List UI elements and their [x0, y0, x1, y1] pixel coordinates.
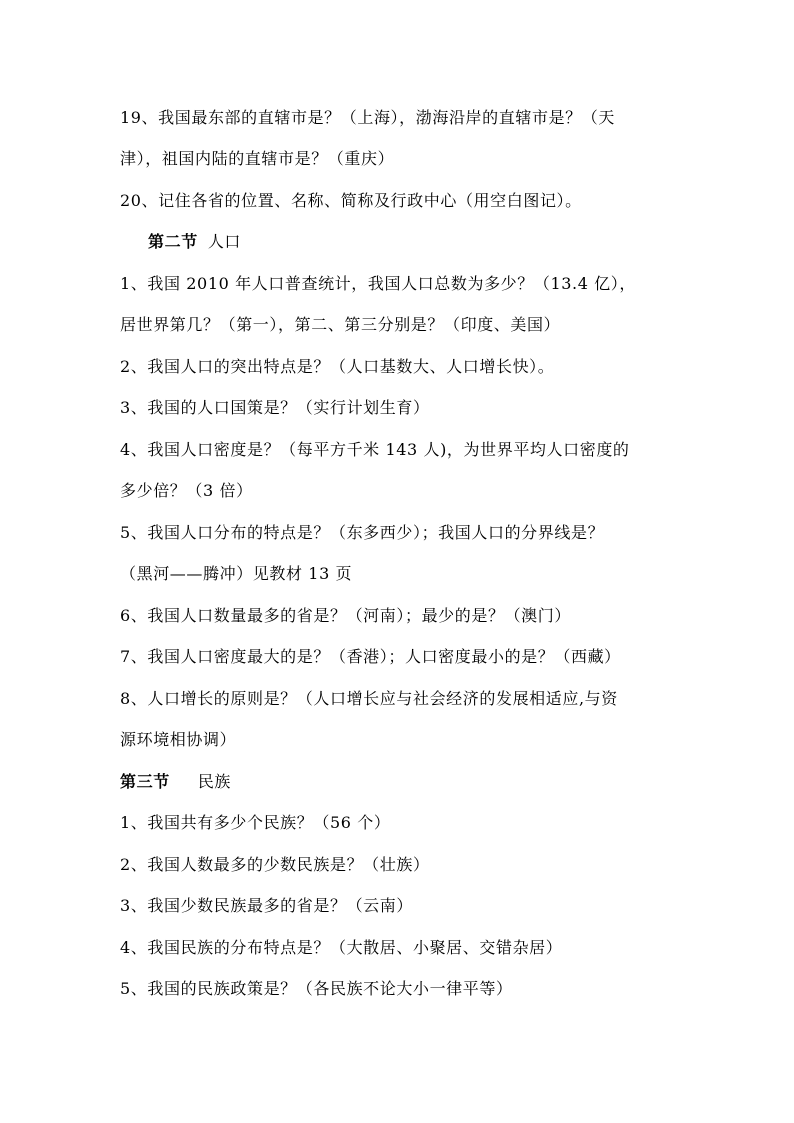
population-question-5-line-2: （黑河——腾冲）见教材 13 页 — [120, 564, 353, 583]
section-heading-population — [148, 231, 708, 253]
population-question-2: 2、我国人口的突出特点是？（人口基数大、人口增长快）。 — [120, 357, 555, 376]
question-20: 20、记住各省的位置、名称、简称及行政中心（用空白图记）。 — [120, 191, 582, 210]
ethnic-question-3: 3、我国少数民族最多的省是？（云南） — [120, 896, 413, 915]
population-question-4-line-2: 多少倍？（3 倍） — [120, 481, 253, 500]
section-number: 第三节 — [120, 772, 170, 791]
population-question-1-line-2: 居世界第几？（第一），第二、第三分别是？（印度、美国） — [120, 315, 561, 334]
ethnic-question-5: 5、我国的民族政策是？（各民族不论大小一律平等） — [120, 979, 513, 998]
section-heading-ethnic-groups — [120, 771, 680, 793]
population-question-5-line-1: 5、我国人口分布的特点是？（东多西少）；我国人口的分界线是？ — [120, 523, 605, 542]
population-question-6: 6、我国人口数量最多的省是？（河南）；最少的是？（澳门） — [120, 606, 571, 625]
section-number: 第二节 — [148, 232, 198, 251]
population-question-3: 3、我国的人口国策是？（实行计划生育） — [120, 398, 430, 417]
ethnic-question-4: 4、我国民族的分布特点是？（大散居、小聚居、交错杂居） — [120, 938, 563, 957]
ethnic-question-1: 1、我国共有多少个民族？（56 个） — [120, 813, 391, 832]
population-question-7: 7、我国人口密度最大的是？（香港）；人口密度最小的是？（西藏） — [120, 647, 621, 666]
question-19-line-2: 津），祖国内陆的直辖市是？（重庆） — [120, 149, 395, 168]
population-question-1-line-1: 1、我国 2010 年人口普查统计，我国人口总数为多少？（13.4 亿）， — [120, 274, 636, 293]
section-title: 人口 — [207, 232, 242, 251]
population-question-8-line-2: 源环境相协调） — [120, 730, 237, 749]
population-question-4-line-1: 4、我国人口密度是？（每平方千米 143 人)，为世界平均人口密度的 — [120, 440, 630, 459]
question-19-line-1: 19、我国最东部的直辖市是？（上海），渤海沿岸的直辖市是？（天 — [120, 108, 615, 127]
population-question-8-line-1: 8、人口增长的原则是？（人口增长应与社会经济的发展相适应,与资 — [120, 689, 618, 708]
ethnic-question-2: 2、我国人数最多的少数民族是？（壮族） — [120, 855, 430, 874]
section-title: 民族 — [197, 772, 232, 791]
